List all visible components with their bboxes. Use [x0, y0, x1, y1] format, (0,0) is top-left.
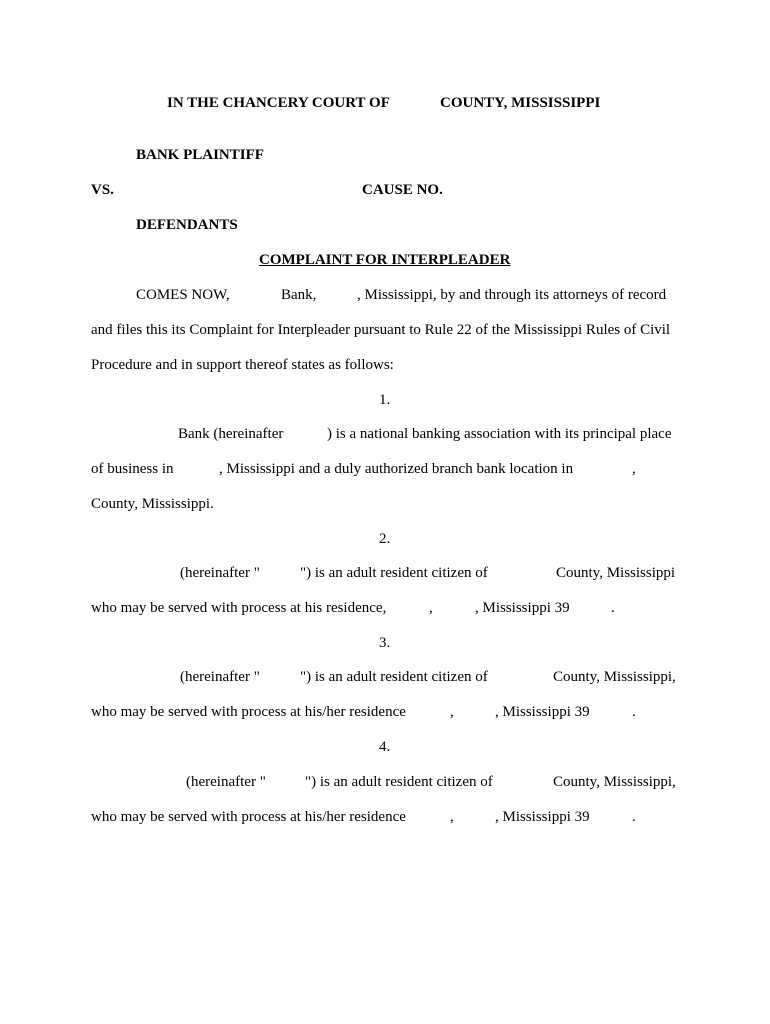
p4-line1-a: (hereinafter " — [186, 774, 266, 790]
defendants-label: DEFENDANTS — [136, 217, 238, 233]
paragraph-number: 2. — [379, 531, 391, 547]
p4-line1-b: ") is an adult resident citizen of — [305, 774, 493, 790]
p3-line2-b: , — [450, 704, 454, 720]
intro-line1-c: , Mississippi, by and through its attorneys of record — [357, 287, 667, 303]
document-title: COMPLAINT FOR INTERPLEADER — [259, 252, 511, 268]
cause-number-label: CAUSE NO. — [362, 182, 443, 198]
p3-line2-a: who may be served with process at his/her residence — [91, 704, 406, 720]
p2-line2-a: who may be served with process at his residence, — [91, 600, 387, 616]
p3-line1-c: County, Mississippi, — [553, 669, 676, 685]
p2-line2-c: , Mississippi 39 — [475, 600, 570, 616]
intro-line1-b: Bank, — [281, 287, 317, 303]
p4-line2-a: who may be served with process at his/her residence — [91, 809, 406, 825]
p1-line2-b: , Mississippi and a duly authorized branch bank location in — [219, 461, 574, 477]
p4-line2-c: , Mississippi 39 — [495, 809, 590, 825]
p1-line3: County, Mississippi. — [91, 496, 214, 512]
p2-line1-b: ") is an adult resident citizen of — [300, 565, 488, 581]
paragraph-number: 4. — [379, 739, 391, 755]
plaintiff-label: BANK PLAINTIFF — [136, 147, 264, 163]
p2-line2-b: , — [429, 600, 433, 616]
p4-line2-b: , — [450, 809, 454, 825]
intro-line2: and files this its Complaint for Interpleader pursuant to Rule 22 of the Mississippi Rules of Civil — [91, 322, 671, 338]
versus-label: VS. — [91, 182, 114, 198]
p1-line1-a: Bank (hereinafter — [178, 426, 284, 442]
p1-line1-b: ) is a national banking association with its principal place — [327, 426, 672, 442]
p3-line2-c: , Mississippi 39 — [495, 704, 590, 720]
court-heading-right: COUNTY, MISSISSIPPI — [440, 95, 601, 111]
intro-line3: Procedure and in support thereof states as follows: — [91, 357, 394, 373]
p2-line2-d: . — [611, 600, 615, 616]
p2-line1-a: (hereinafter " — [180, 565, 260, 581]
p3-line1-b: ") is an adult resident citizen of — [300, 669, 488, 685]
p3-line1-a: (hereinafter " — [180, 669, 260, 685]
p1-line2-c: , — [632, 461, 636, 477]
p2-line1-c: County, Mississippi — [556, 565, 676, 581]
court-heading-left: IN THE CHANCERY COURT OF — [167, 95, 390, 111]
p1-line2-a: of business in — [91, 461, 174, 477]
p3-line2-d: . — [632, 704, 636, 720]
paragraph-number: 3. — [379, 635, 391, 651]
p4-line2-d: . — [632, 809, 636, 825]
paragraph-number: 1. — [379, 392, 391, 408]
intro-line1-a: COMES NOW, — [136, 287, 230, 303]
p4-line1-c: County, Mississippi, — [553, 774, 676, 790]
